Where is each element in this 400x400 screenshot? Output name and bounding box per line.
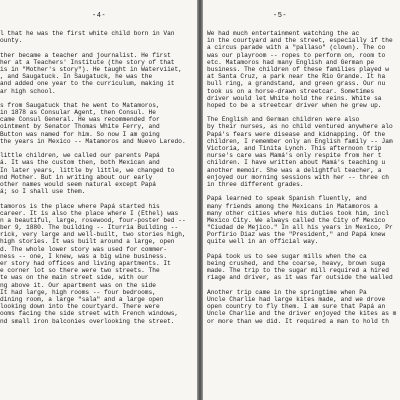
text-line: driver would let White hold the reins. White sa [207, 94, 382, 102]
text-line: rick, very large and well-built, two stories high, [0, 231, 186, 239]
text-line: n a beautiful, large, rosewood, four-poster bed -- [0, 216, 186, 224]
text-line: te was on the main street side, with our [0, 274, 149, 282]
right-page-text [207, 30, 400, 325]
text-line: enjoyed our morning sessions with her -- three ch [207, 173, 389, 181]
text-line: Mexico City. We always called the City of Mexico [207, 216, 386, 224]
right-page [203, 0, 400, 400]
left-page [0, 0, 197, 400]
paragraph-gap [207, 282, 400, 289]
text-line: s from Saugatuck that he went to Matamoros, [0, 101, 160, 109]
text-line: ar high school. [0, 87, 56, 95]
text-line: ooms facing the side street with French windows, [0, 310, 179, 318]
text-line: high stories. It was built around a large, open [0, 238, 175, 246]
text-line: open country to fly them. I am sure that Papá an [207, 303, 386, 311]
text-line: took us on a horse-drawn streetcar. Sometimes [207, 87, 375, 95]
text-line: It had large, high rooms -- four bedrooms, [0, 288, 156, 296]
text-line: l that he was the first white child born in Van [0, 30, 175, 37]
text-line: á; so I shall use them. [0, 188, 86, 196]
text-line: and added one year to the curriculum, making it [0, 80, 175, 88]
text-line: quite well in an official way. [207, 238, 319, 246]
text-line: looking down into the courtyard. There were [0, 303, 160, 311]
text-line: in the courtyard and the street, especially if the [207, 37, 393, 45]
left-page-text [0, 30, 193, 325]
text-line: "Ciudad de Mejico." In all his years in Mexico, Pr [207, 224, 393, 232]
text-line: in 1878 as Consular Agent, then Consul. He [0, 109, 156, 117]
text-line: We had much entertainment watching the ac [207, 30, 360, 37]
text-line: other names would seem natural except Papá [0, 180, 156, 188]
text-line: in three different grades. [207, 180, 304, 188]
text-line: many friends among the Mexicans in Matamoros a [207, 202, 378, 210]
page-number: -5- [273, 12, 288, 20]
text-line: er story had offices and living apartments. It [0, 260, 171, 267]
text-line: á. It was the custom then, both Mexican and [0, 159, 160, 167]
paragraph-gap [0, 145, 193, 152]
paragraph-gap [0, 44, 193, 51]
text-line: children, I remember only an English family -- Jam [207, 137, 393, 145]
text-line: is in "Mother's story"). He taught in Waterviiet, [0, 65, 182, 73]
text-line: little children, we called our parents Papá [0, 152, 160, 160]
text-line: business. The children of these families played w [207, 65, 389, 73]
text-line: being crushed, and the coarse, heavy, brown suga [207, 260, 386, 267]
text-line: Another trip came in the springtime when Pa [207, 288, 367, 296]
text-line: career. It is also the place where I (Ethel) was [0, 209, 179, 217]
text-line: came Consul General. He was recommended for [0, 116, 160, 124]
text-line: Porfirio Diaz was the "President," and Papá knew [207, 231, 386, 239]
text-line: many other cities where his duties took him, incl [207, 209, 389, 217]
text-line: e corner lot so there were two streets. The [0, 267, 160, 275]
text-line: Papá took us to see sugar mills when the ca [207, 252, 367, 260]
text-line: ness -- one, I knew, was a big wine business. [0, 252, 168, 260]
text-line: Uncle Charlie and the driver enjoyed the kites as m [207, 310, 397, 318]
text-line: another memoir. She was a delightful teacher, a [207, 166, 382, 174]
text-line: her at a Teachers' Institute (the story of that [0, 58, 175, 66]
text-line: a circus parade with a "pallaso" (clown). The co [207, 44, 386, 52]
text-line: d. The whole lower story was used for commer- [0, 245, 168, 253]
text-line: nurse's care was Mamá's only respite from her t [207, 152, 382, 160]
text-line: or more than we did. It required a man to hold th [207, 317, 389, 325]
text-line: ber 9, 1880. The building -- Iturria Building -- [0, 224, 179, 232]
text-line: ng above it. Our apartment was on the side [0, 281, 156, 289]
paragraph-gap [207, 109, 400, 116]
text-line: by their nurses, as no child ventured anywhere alo [207, 123, 393, 131]
text-line: bull ring, a grandstand, and green grass. Our nu [207, 80, 386, 88]
text-line: Papá learned to speak Spanish fluently, and [207, 195, 367, 203]
text-line: Victoria, and Tinita Lynch. This afternoon trip [207, 145, 382, 152]
paragraph-gap [207, 188, 400, 195]
paragraph-gap [0, 195, 193, 202]
text-line: Papá's fears were disease and kidnapping. Of the [207, 130, 386, 138]
text-line: ther became a teacher and journalist. He first [0, 51, 171, 59]
text-line: Button was named for him. So now I am going [0, 130, 160, 138]
text-line: In later years, little by little, we changed to [0, 166, 175, 174]
text-line: ounty. [0, 37, 23, 45]
paragraph-gap [0, 95, 193, 102]
text-line: dining room, a large "sala" and a large open [0, 295, 164, 303]
text-line: tamoros is the place where Papá started his [0, 202, 160, 210]
text-line: etc. Matamoros had many English and German pe [207, 58, 375, 66]
text-line: ointment by Senator Thomas White Ferry, and [0, 123, 160, 131]
text-line: children. I have written about Mamá's teaching u [207, 159, 386, 167]
text-line: hoped to be a streetcar driver when he grew up. [207, 101, 382, 109]
text-line: The English and German children were also [207, 116, 360, 124]
text-line: made. The trip to the sugar mill required a hired [207, 267, 389, 275]
text-line: the years in Mexico -- Matamoros and Nuevo Laredo. [0, 137, 186, 145]
text-line: riage and driver, as it was far outside the walled [207, 274, 393, 282]
text-line: at Santa Cruz, a park near the Rio Grande. It ha [207, 73, 386, 81]
paragraph-gap [207, 246, 400, 253]
text-line: was our playroom -- ropes to perform on, room to [207, 51, 386, 59]
text-line: , and Saugatuck. In Saugatuck, he was the [0, 73, 153, 81]
text-line: nd Mother. But in writing about our early [0, 173, 153, 181]
page-number: -4- [92, 12, 107, 20]
text-line: Uncle Charlie had large kites made, and we drove [207, 295, 386, 303]
text-line: nd small iron balconies overlooking the street. [0, 317, 175, 325]
